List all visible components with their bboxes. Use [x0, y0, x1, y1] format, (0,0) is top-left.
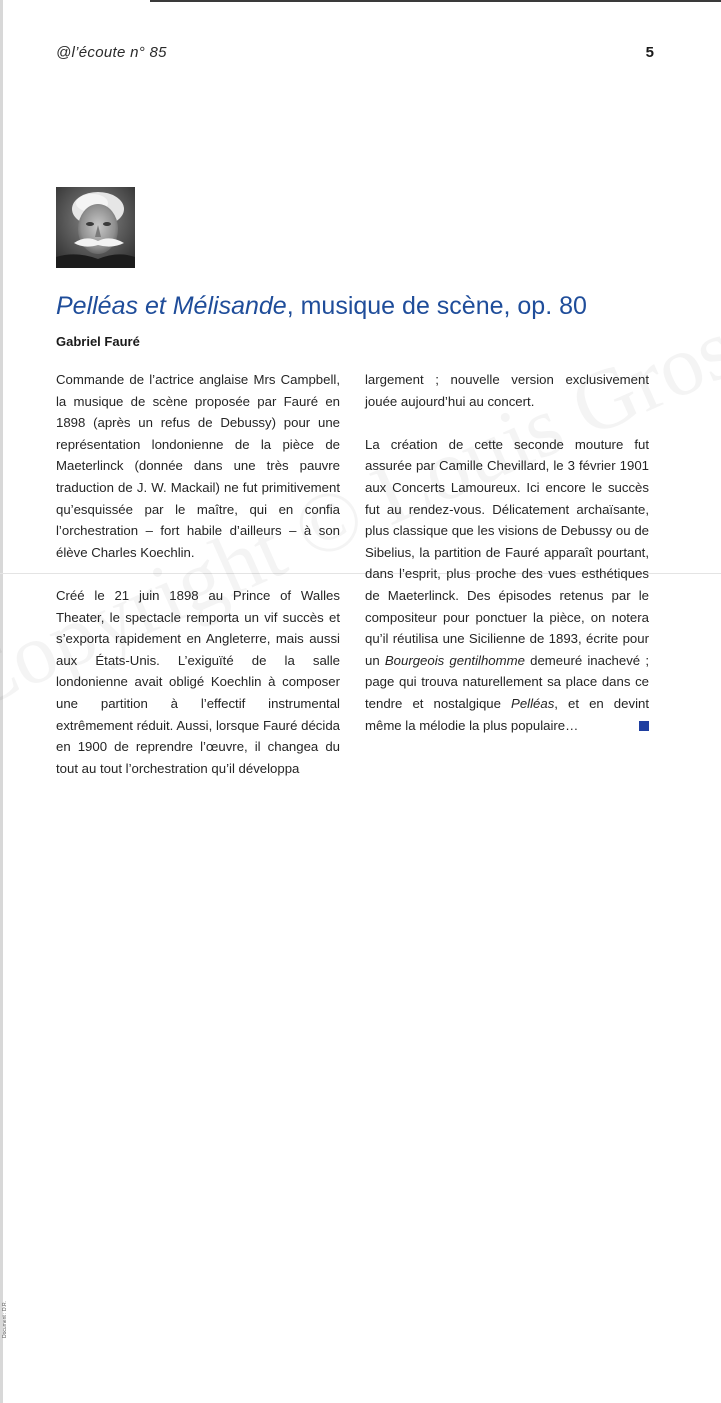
italic-title-bourgeois: Bourgeois gentilhomme: [384, 652, 525, 668]
text-run: , et en devint même la mélodie la plus populaire…: [365, 695, 649, 733]
photo-credit: Document : D.R.: [2, 1301, 8, 1338]
paragraph: Commande de l’actrice anglaise Mrs Campbell, la musique de scène proposée par Fauré en 1898 (après un refus de Debussy) pour une représentation londonienne de la pièce de Maeterlinck (donnée dans une très pauvre traduction de J. W. Mackail) ne fut primitivement qu’esquissée par le maître, qui en confia l’orchestration – fort habile d’ailleurs – à son élève Charles Koechlin.: [56, 372, 340, 560]
composer-portrait: [56, 187, 135, 268]
title-description: , musique de scène, op. 80: [286, 292, 587, 320]
paragraph: Créé le 21 juin 1898 au Prince of Walles Theater, le spectacle remporta un vif succès et s’exporta rapidement en Angleterre, mais aussi aux États-Unis. L’exiguïté de la salle londonienne avait obligé Koechlin à composer une partition à l’effectif instrumental extrêmement réduit. Aussi, lorsque Fauré décida en 1900 de reprendre l’œuvre, il changea du tout au tout l’orchestration qu’il développa: [56, 587, 340, 776]
composer-name: Gabriel Fauré: [56, 334, 140, 349]
paragraph: [365, 434, 649, 736]
publication-header: @l’écoute n° 85: [56, 44, 167, 61]
title-work-name: Pelléas et Mélisande: [56, 292, 287, 320]
page-left-edge: [0, 0, 3, 1403]
text-run: demeuré inachevé ; page qui trouva naturellement sa place dans ce tendre et nostalgique: [365, 652, 649, 711]
article-title: [56, 292, 676, 321]
end-of-article-square-icon: [639, 721, 649, 731]
paragraph: largement ; nouvelle version exclusivement jouée aujourd’hui au concert.: [365, 372, 649, 409]
text-run: La création de cette seconde mouture fut assurée par Camille Chevillard, le 3 février 1901 aux Concerts Lamoureux. Ici encore le succès fut au rendez-vous. Délicatement archaïsante, plus classique que les visions de Debussy ou de Sibelius, la partition de Fauré apparaît pourtant, dans l’esprit, plus proche des vues esthétiques de Maeterlinck. Des épisodes retenus par le compositeur pour ponctuer la pièce, on notera qu’il réutilisa une Sicilienne de 1893, écrite pour un: [365, 436, 649, 668]
italic-title-pelleas: Pelléas: [511, 695, 555, 711]
text-column-left: [56, 369, 340, 779]
top-rule: [150, 0, 721, 2]
text-column-right: [365, 369, 649, 736]
page-number: 5: [645, 44, 654, 61]
